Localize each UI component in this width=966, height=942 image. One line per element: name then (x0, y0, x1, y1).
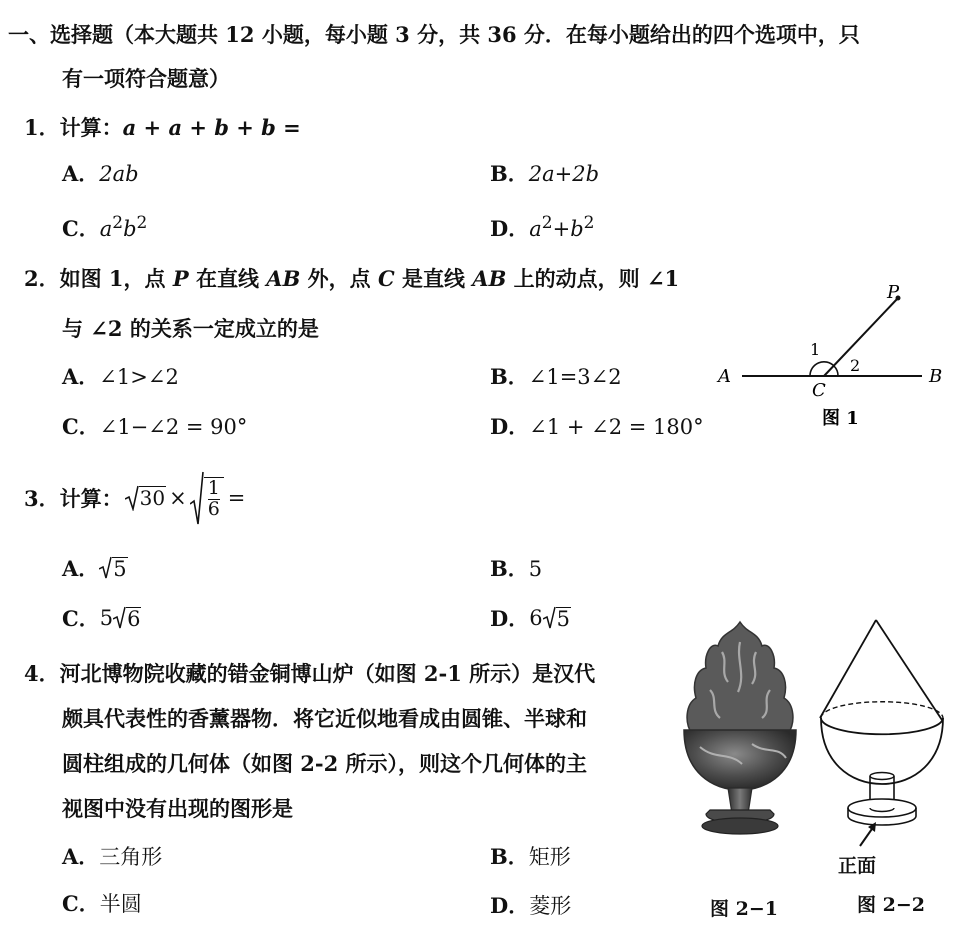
q1-option-d[interactable] (490, 215, 594, 240)
radical-icon (99, 556, 112, 580)
q4-option-c[interactable] (62, 893, 142, 915)
option-label: A． (62, 844, 100, 869)
label-b: B (929, 366, 943, 387)
option-text: 三角形 (99, 845, 163, 869)
radicand: 30 (139, 486, 166, 510)
option-label: D． (490, 893, 530, 918)
question-3-stem: 3．计算： (24, 485, 123, 511)
angle-2-arc (834, 366, 838, 376)
question-2 (24, 268, 679, 290)
option-label: D． (490, 605, 530, 631)
q4-option-a[interactable] (62, 846, 162, 868)
option-label: B． (490, 161, 529, 186)
q1-option-c[interactable] (62, 215, 147, 240)
label-angle-2: 2 (850, 356, 861, 375)
q2-option-c[interactable] (62, 416, 247, 438)
radicand: 5 (556, 606, 570, 631)
figure-1-caption: 图 1 (822, 408, 859, 429)
option-sup: 2 (541, 213, 553, 233)
option-label: C． (62, 605, 100, 631)
q2-point-p: P (172, 266, 189, 291)
question-1 (24, 117, 301, 139)
q3-option-a[interactable] (62, 556, 128, 580)
sqrt-30 (125, 485, 166, 511)
rim-back (821, 702, 943, 718)
question-4-line3: 圆柱组成的几何体（如图 2-2 所示），则这个几何体的主 (62, 751, 588, 776)
question-1-expression: a + a + b + b = (122, 115, 301, 140)
numerator: 1 (207, 476, 220, 499)
option-label: C． (62, 414, 100, 439)
option-text: 菱形 (529, 894, 572, 918)
option-text: 2ab (99, 162, 139, 186)
q2-stem-part: 2．如图 1，点 (24, 266, 173, 291)
question-3 (24, 470, 245, 526)
option-base: a (99, 217, 113, 241)
option-base: b (123, 217, 137, 241)
sqrt-fraction (190, 470, 224, 526)
figure-2-1-incense-burner (670, 612, 810, 847)
option-label: D． (490, 216, 530, 241)
figure-1 (710, 278, 960, 438)
option-label: C． (62, 891, 100, 916)
option-text: ∠1>∠2 (99, 365, 179, 389)
q2-stem-part: 外，点 (300, 266, 378, 291)
option-text: ∠1 + ∠2 = 180° (529, 415, 704, 439)
q2-option-a[interactable] (62, 366, 179, 388)
label-p: P (887, 282, 900, 303)
times-sign: × (169, 485, 187, 510)
option-sup: 2 (112, 213, 124, 233)
q3-option-b[interactable] (490, 558, 542, 580)
fraction (207, 476, 220, 520)
question-2-cont: 与 ∠2 的关系一定成立的是 (62, 316, 319, 341)
radicand-fraction (204, 477, 224, 520)
section-title-cont: 有一项符合题意） (62, 66, 230, 91)
option-label: A． (62, 555, 100, 581)
q2-stem-part: 是直线 (394, 266, 473, 291)
cone-edge-right (876, 620, 942, 720)
denominator: 6 (207, 497, 220, 520)
option-text: 5 (528, 557, 543, 581)
q2-line-ab: AB (472, 266, 507, 291)
radical-icon (543, 606, 556, 630)
option-text: ∠1−∠2 = 90° (99, 415, 248, 439)
q3-option-c[interactable] (62, 606, 141, 630)
option-text: 半圆 (99, 892, 142, 916)
q2-stem-part: 上的动点，则 ∠1 (506, 266, 680, 291)
base-top (848, 799, 916, 817)
cone-edge-left (820, 620, 876, 718)
cylinder-top (870, 773, 894, 780)
option-label: C． (62, 216, 100, 241)
question-1-stem: 1．计算： (24, 115, 123, 140)
q2-point-c: C (377, 266, 395, 291)
label-angle-1: 1 (810, 340, 821, 359)
option-sup: 2 (136, 213, 148, 233)
option-text: 矩形 (528, 845, 571, 869)
q2-line-ab: AB (266, 266, 301, 291)
coefficient: 6 (529, 605, 543, 630)
equals-sign: = (227, 485, 246, 510)
radical-icon (125, 485, 139, 511)
radical-icon (190, 470, 204, 526)
option-base: a (529, 217, 542, 241)
coefficient: 5 (99, 605, 114, 630)
option-label: B． (490, 556, 529, 581)
section-title: 一、选择题（本大题共 12 小题，每小题 3 分，共 36 分．在每小题给出的四个选项中，只 (8, 22, 860, 47)
q2-option-d[interactable] (490, 416, 704, 438)
q1-option-b[interactable] (490, 163, 599, 185)
option-plus: + (552, 217, 571, 241)
question-4-line2: 颇具代表性的香薰器物．将它近似地看成由圆锥、半球和 (62, 706, 587, 731)
question-4-line1: 4．河北博物院收藏的错金铜博山炉（如图 2-1 所示）是汉代 (24, 661, 596, 686)
q2-stem-part: 在直线 (188, 266, 267, 291)
option-label: A． (62, 364, 100, 389)
figure-2-2-caption: 图 2−2 (857, 894, 925, 916)
front-label: 正面 (838, 855, 877, 877)
option-sup: 2 (583, 213, 595, 233)
q4-option-b[interactable] (490, 846, 571, 868)
q4-option-d[interactable] (490, 895, 571, 917)
radicand: 6 (127, 606, 141, 631)
option-label: B． (490, 844, 529, 869)
question-4-line4: 视图中没有出现的图形是 (62, 796, 293, 821)
radicand: 5 (113, 556, 127, 581)
option-text: 2a+2b (528, 162, 600, 186)
option-label: D． (490, 414, 530, 439)
option-label: B． (490, 364, 529, 389)
rim-front (821, 718, 943, 734)
option-text: ∠1=3∠2 (528, 365, 622, 389)
q3-option-d[interactable] (490, 606, 571, 630)
q2-option-b[interactable] (490, 366, 622, 388)
option-base: b (570, 217, 584, 241)
radical-icon (113, 606, 126, 630)
option-label: A． (62, 161, 100, 186)
figure-2-2-geometric-model (812, 612, 962, 882)
label-c: C (812, 380, 826, 401)
q1-option-a[interactable] (62, 163, 139, 185)
figure-2-1-caption: 图 2−1 (710, 898, 778, 920)
ray-cp (824, 298, 898, 376)
label-a: A (718, 366, 731, 387)
